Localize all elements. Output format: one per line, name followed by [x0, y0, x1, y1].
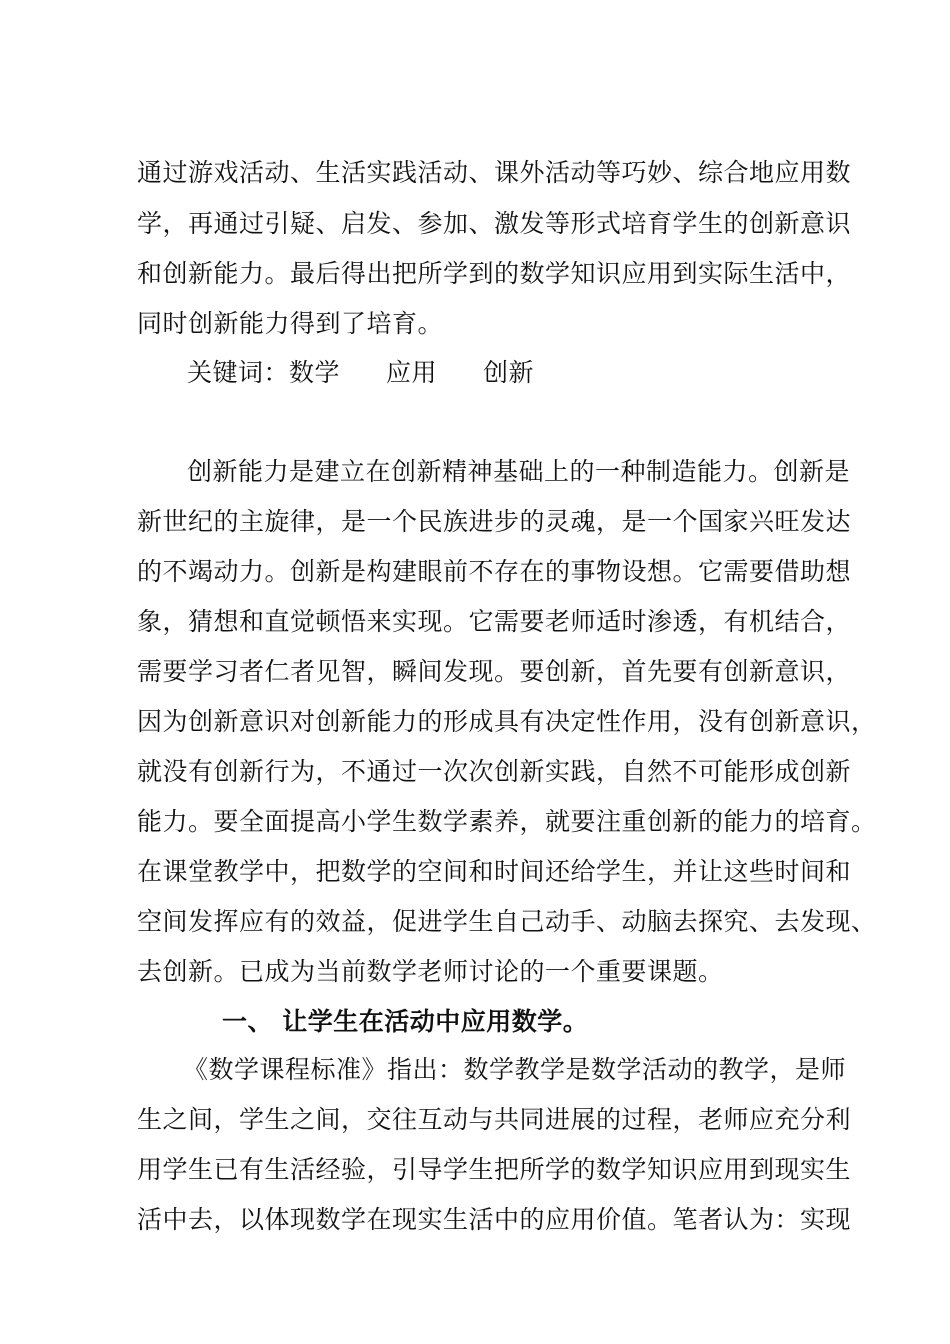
section-line-4: 活中去，以体现数学在现实生活中的应用价值。笔者认为：实现	[137, 1205, 852, 1234]
abstract-line-1: 通过游戏活动、生活实践活动、课外活动等巧妙、综合地应用数	[137, 158, 852, 187]
keywords-label: 关键词：	[187, 358, 290, 387]
intro-line-11: 去创新。已成为当前数学老师讨论的一个重要课题。	[137, 957, 724, 986]
intro-line-8: 能力。要全面提高小学生数学素养，就要注重创新的能力的培育。	[137, 807, 877, 836]
intro-line-9: 在课堂教学中，把数学的空间和时间还给学生，并让这些时间和	[137, 857, 852, 886]
keyword-3: 创新	[483, 358, 535, 387]
section-line-3: 用学生已有生活经验，引导学生把所学的数学知识应用到现实生	[137, 1155, 852, 1184]
abstract-line-4: 同时创新能力得到了培育。	[137, 309, 444, 338]
intro-line-5: 需要学习者仁者见智，瞬间发现。要创新，首先要有创新意识，	[137, 657, 852, 686]
intro-line-10: 空间发挥应有的效益，促进学生自己动手、动脑去探究、去发现、	[137, 907, 877, 936]
intro-line-1: 创新能力是建立在创新精神基础上的一种制造能力。创新是	[187, 457, 851, 486]
section-line-1: 《数学课程标准》指出：数学教学是数学活动的教学，是师	[183, 1055, 847, 1084]
intro-line-2: 新世纪的主旋律，是一个民族进步的灵魂，是一个国家兴旺发达	[137, 507, 852, 536]
keywords-line	[187, 356, 534, 390]
intro-line-7: 就没有创新行为，不通过一次次创新实践，自然不可能形成创新	[137, 757, 852, 786]
section-line-2: 生之间，学生之间，交往互动与共同进展的过程，老师应充分利	[137, 1105, 852, 1134]
abstract-line-3: 和创新能力。最后得出把所学到的数学知识应用到实际生活中，	[137, 259, 852, 288]
keyword-1: 数学	[289, 358, 341, 387]
abstract-line-2: 学，再通过引疑、启发、参加、激发等形式培育学生的创新意识	[137, 209, 852, 238]
keyword-2: 应用	[386, 358, 438, 387]
section-heading: 一、 让学生在活动中应用数学。	[222, 1007, 589, 1036]
intro-line-3: 的不竭动力。创新是构建眼前不存在的事物设想。它需要借助想	[137, 557, 852, 586]
intro-line-4: 象，猜想和直觉顿悟来实现。它需要老师适时渗透，有机结合，	[137, 607, 852, 636]
intro-line-6: 因为创新意识对创新能力的形成具有决定性作用，没有创新意识，	[137, 707, 877, 736]
